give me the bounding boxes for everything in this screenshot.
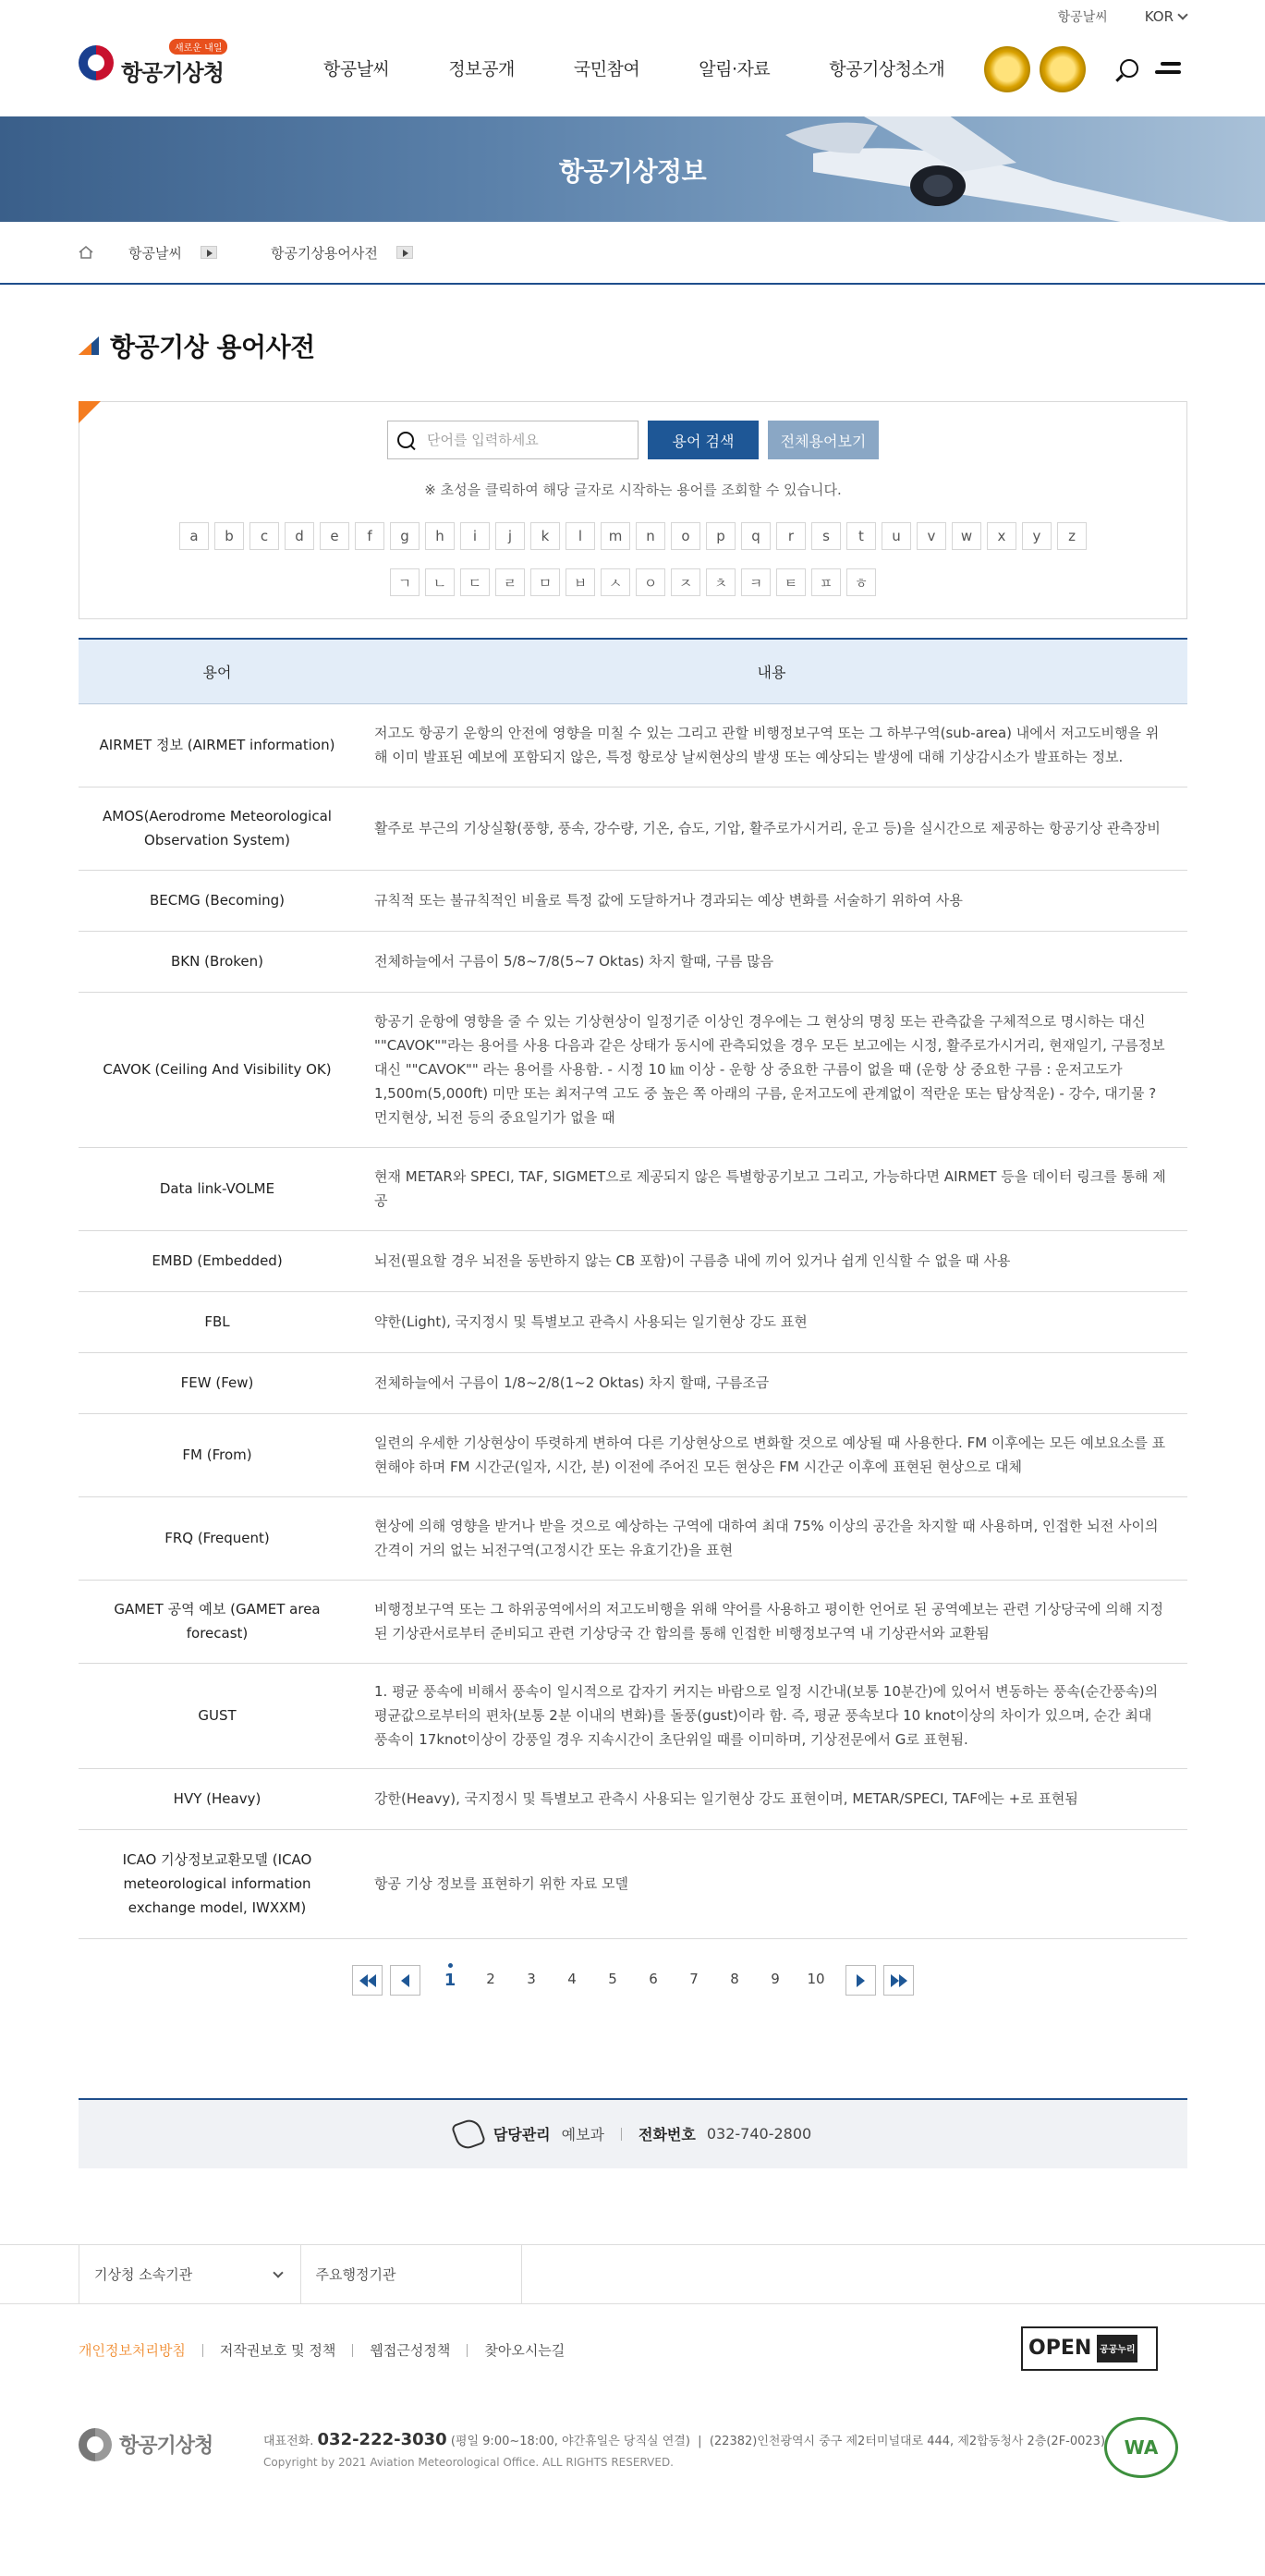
table-row: [79, 1147, 1187, 1230]
divider: [621, 2128, 622, 2141]
footer-logo-name: 항공기상청: [119, 2435, 213, 2458]
content-area: [79, 327, 1187, 2168]
page-number[interactable]: 2: [486, 1971, 495, 1987]
manager-label: 담당관리: [493, 2126, 551, 2143]
breadcrumb-arrow-icon[interactable]: [396, 246, 413, 259]
initial-letter-button[interactable]: o: [671, 522, 700, 550]
page-title: [79, 327, 1187, 364]
first-page-button[interactable]: [352, 1965, 383, 1996]
initial-letter-button[interactable]: h: [425, 522, 455, 550]
certification-badges: [984, 46, 1086, 92]
certification-medal-icon: [984, 46, 1030, 92]
initial-consonant-button[interactable]: ㅅ: [601, 568, 630, 596]
logo-badge: 새로운 내일: [169, 39, 227, 55]
view-all-terms-button[interactable]: 전체용어보기: [768, 421, 879, 459]
initial-consonant-button[interactable]: ㅌ: [776, 568, 806, 596]
initial-letter-button[interactable]: f: [355, 522, 384, 550]
prev-page-button[interactable]: [390, 1965, 420, 1996]
logo-name: 항공기상청: [121, 60, 224, 86]
description-cell: 강한(Heavy), 국지정시 및 특별보고 관측시 사용되는 일기현상 강도 표현이며, METAR/SPECI, TAF에는 +로 표현됨: [356, 1768, 1187, 1829]
initial-consonant-button[interactable]: ㅎ: [846, 568, 876, 596]
divider: [352, 2344, 353, 2357]
pagination: [79, 1965, 1187, 1996]
initial-letter-button[interactable]: t: [846, 522, 876, 550]
breadcrumb-arrow-icon[interactable]: [201, 246, 217, 259]
site-logo[interactable]: [79, 39, 227, 87]
table-row: [79, 1291, 1187, 1352]
privacy-policy-link[interactable]: 개인정보처리방침: [79, 2342, 186, 2359]
initial-letter-button[interactable]: a: [179, 522, 209, 550]
term-cell: AIRMET 정보 (AIRMET information): [79, 703, 356, 787]
description-cell: 뇌전(필요할 경우 뇌전을 동반하지 않는 CB 포함)이 구름층 내에 끼어 있거나 쉽게 인식할 수 없을 때 사용: [356, 1230, 1187, 1291]
double-left-arrow-icon: [359, 1974, 368, 1987]
double-right-arrow-icon: [891, 1974, 899, 1987]
term-cell: HVY (Heavy): [79, 1768, 356, 1829]
table-row: [79, 1580, 1187, 1663]
term-cell: EMBD (Embedded): [79, 1230, 356, 1291]
wa-mark-text: WA: [1124, 2436, 1159, 2459]
page-number[interactable]: 8: [730, 1971, 739, 1987]
initial-consonant-button[interactable]: ㅂ: [566, 568, 595, 596]
copyright-policy-link[interactable]: 저작권보호 및 정책: [219, 2342, 336, 2359]
initial-consonant-button[interactable]: ㄷ: [460, 568, 490, 596]
next-page-button[interactable]: [845, 1965, 876, 1996]
footer-info: 항공기상청 대표전화. 032-222-3030 (평일 9:00~18:00, 야간휴일은 당직실 연결) | (22382)인천광역시 중구 제2터미널대로 444, 제2합동청사 2층(2F-0023) Copyright by 2021 Aviation Meteorological Office. ALL RIGHTS RESERVED. WA: [79, 2417, 1265, 2491]
table-row: [79, 931, 1187, 992]
taegeuk-logo-icon: [79, 2428, 112, 2461]
page-numbers: [430, 1971, 836, 1990]
initial-letter-button[interactable]: u: [882, 522, 911, 550]
initial-consonant-button[interactable]: ㅋ: [741, 568, 771, 596]
description-cell: 현재 METAR와 SPECI, TAF, SIGMET으로 제공되지 않은 특별항공기보고 그리고, 가능하다면 AIRMET 등을 데이터 링크를 통해 제공: [356, 1147, 1187, 1230]
term-cell: Data link-VOLME: [79, 1147, 356, 1230]
divider: [202, 2344, 203, 2357]
initial-letter-button[interactable]: v: [917, 522, 946, 550]
description-cell: 활주로 부근의 기상실황(풍향, 풍속, 강수량, 기온, 습도, 기압, 활주로가시거리, 운고 등)을 실시간으로 제공하는 항공기상 관측장비: [356, 787, 1187, 870]
initial-letter-button[interactable]: i: [460, 522, 490, 550]
search-icon[interactable]: [1120, 59, 1138, 78]
table-row: [79, 992, 1187, 1147]
description-cell: 저고도 항공기 운항의 안전에 영향을 미칠 수 있는 그리고 관할 비행정보구역 또는 그 하부구역(sub-area) 내에서 저고도비행을 위해 이미 발표된 예보에 포함되지 않은, 특정 항로상 날씨현상의 발생 또는 예상되는 발생에 대해 기상감시소가 발표하는 정보.: [356, 703, 1187, 787]
initial-letter-button[interactable]: r: [776, 522, 806, 550]
chevron-down-icon: [273, 2267, 283, 2277]
term-cell: GUST: [79, 1663, 356, 1768]
phone-label: 전화번호: [639, 2126, 696, 2143]
term-cell: ICAO 기상정보교환모델 (ICAO meteorological information exchange model, IWXXM): [79, 1829, 356, 1938]
footer-logo: [79, 2428, 213, 2461]
breadcrumb-item-aviation-weather[interactable]: 항공날씨: [128, 244, 182, 262]
certification-medal-icon: [1040, 46, 1086, 92]
nav-item-information-disclosure[interactable]: 정보공개: [448, 59, 515, 79]
initial-letter-button[interactable]: d: [285, 522, 314, 550]
description-cell: 약한(Light), 국지정시 및 특별보고 관측시 사용되는 일기현상 강도 표현: [356, 1291, 1187, 1352]
page-number[interactable]: 3: [527, 1971, 536, 1987]
nav-item-about[interactable]: 항공기상청소개: [829, 59, 945, 79]
header-icons: [1120, 59, 1181, 78]
site-header: [0, 33, 1265, 116]
initial-letter-button[interactable]: m: [601, 522, 630, 550]
footer-links: [79, 2323, 1265, 2378]
nav-item-aviation-weather[interactable]: 항공날씨: [323, 59, 390, 79]
banner-title: 항공기상정보: [558, 156, 707, 187]
nav-item-public-participation[interactable]: 국민참여: [573, 59, 640, 79]
affiliated-agencies-select[interactable]: [79, 2245, 301, 2304]
page-number-current[interactable]: 1: [430, 1971, 470, 1990]
language-label: KOR: [1144, 8, 1174, 25]
open-badge-sub: 공공누리: [1097, 2335, 1137, 2362]
english-initials: [79, 522, 1186, 550]
page-number[interactable]: 10: [807, 1971, 825, 1987]
office-hours: (평일 9:00~18:00, 야간휴일은 당직실 연결): [450, 2434, 690, 2448]
search-input[interactable]: [427, 432, 612, 448]
menu-icon[interactable]: [1155, 62, 1181, 75]
table-row: [79, 1230, 1187, 1291]
glossary-search-box: [79, 401, 1187, 619]
page-number[interactable]: 9: [771, 1971, 780, 1987]
initial-consonant-button[interactable]: ㅇ: [636, 568, 665, 596]
description-cell: 1. 평균 풍속에 비해서 풍속이 일시적으로 갑자기 커지는 바람으로 일정 시간내(보통 10분간)에 있어서 변동하는 풍속(순간풍속)의 평균값으로부터의 편차(보통 2분 이내의 변화)를 돌풍(gust)이라 함. 즉, 평균 풍속보다 10 knot이상의 차이가 있으며, 순간 최대 풍속이 17knot이상이 강풍일 경우 지속시간이 초단위일 때를 이미하며, 기상전문에서 G로 표현됨.: [356, 1663, 1187, 1768]
admin-agencies-label: 주요행정기관: [315, 2266, 396, 2283]
initial-letter-button[interactable]: e: [320, 522, 349, 550]
initial-letter-button[interactable]: x: [987, 522, 1016, 550]
term-cell: BKN (Broken): [79, 931, 356, 992]
term-cell: FBL: [79, 1291, 356, 1352]
search-icon: [397, 432, 414, 448]
affiliated-agencies-label: 기상청 소속기관: [94, 2266, 193, 2283]
term-cell: BECMG (Becoming): [79, 870, 356, 931]
table-header-row: [79, 639, 1187, 703]
left-arrow-icon: [401, 1974, 409, 1987]
corner-accent: [79, 401, 101, 423]
kogl-open-badge: [1021, 2326, 1158, 2371]
column-header-content: 내용: [356, 639, 1187, 703]
initial-search-hint: ※ 초성을 클릭하여 해당 글자로 시작하는 용어를 조회할 수 있습니다.: [424, 482, 842, 498]
initial-letter-button[interactable]: c: [249, 522, 279, 550]
manager-dept: 예보과: [561, 2126, 605, 2143]
util-link-aviation-weather[interactable]: 항공날씨: [1057, 10, 1108, 25]
initial-letter-button[interactable]: k: [530, 522, 560, 550]
admin-agencies-select[interactable]: [301, 2245, 523, 2304]
description-cell: 현상에 의해 영향을 받거나 받을 것으로 예상하는 구역에 대하여 최대 75% 이상의 공간을 차지할 때 사용하며, 인접한 뇌전 사이의 간격이 거의 없는 뇌전구역(고정시간 또는 유효기간)을 표현: [356, 1496, 1187, 1580]
term-cell: AMOS(Aerodrome Meteorological Observation System): [79, 787, 356, 870]
korean-initials: [79, 568, 1186, 596]
table-row: [79, 1768, 1187, 1829]
description-cell: 항공 기상 정보를 표현하기 위한 자료 모델: [356, 1829, 1187, 1938]
language-selector[interactable]: [1145, 7, 1186, 26]
home-icon[interactable]: [79, 246, 93, 259]
double-left-arrow-icon: [368, 1974, 376, 1987]
initial-consonant-button[interactable]: ㅁ: [530, 568, 560, 596]
address: (22382)인천광역시 중구 제2터미널대로 444, 제2합동청사 2층(2F-0023): [709, 2434, 1106, 2448]
web-accessibility-mark: [1104, 2417, 1178, 2478]
last-page-button[interactable]: [883, 1965, 914, 1996]
page-number[interactable]: 6: [649, 1971, 658, 1987]
initial-letter-button[interactable]: b: [214, 522, 244, 550]
initial-consonant-button[interactable]: ㅊ: [706, 568, 736, 596]
description-cell: 일련의 우세한 기상현상이 뚜렷하게 변하여 다른 기상현상으로 변화할 것으로 예상될 때 사용한다. FM 이후에는 모든 예보요소를 표현해야 하며 FM 시간군(일자, 시간, 분) 이전에 주어진 모든 현상은 FM 시간군 이후에 표현된 현상으로 대체: [356, 1413, 1187, 1496]
phone-icon: [451, 2116, 486, 2151]
table-row: [79, 1663, 1187, 1768]
contact-info-bar: [79, 2098, 1187, 2168]
divider: [467, 2344, 468, 2357]
initial-consonant-button[interactable]: ㅈ: [671, 568, 700, 596]
term-cell: GAMET 공역 예보 (GAMET area forecast): [79, 1580, 356, 1663]
breadcrumb: [0, 222, 1265, 285]
open-badge-text: OPEN: [1028, 2337, 1092, 2360]
initial-consonant-button[interactable]: ㄹ: [495, 568, 525, 596]
chevron-down-icon: [1177, 9, 1187, 19]
description-cell: 전체하늘에서 구름이 1/8~2/8(1~2 Oktas) 차지 할때, 구름조금: [356, 1352, 1187, 1413]
double-right-arrow-icon: [899, 1974, 907, 1987]
page-number[interactable]: 5: [608, 1971, 617, 1987]
initial-letter-button[interactable]: j: [495, 522, 525, 550]
nav-item-notices-data[interactable]: 알림·자료: [699, 59, 771, 79]
copyright: Copyright by 2021 Aviation Meteorological Office. ALL RIGHTS RESERVED.: [263, 2455, 674, 2469]
description-cell: 비행정보구역 또는 그 하위공역에서의 저고도비행을 위해 약어를 사용하고 평이한 언어로 된 공역예보는 관련 기상당국에 의해 지정된 기상관서로부터 준비되고 관련 기상당국 간 합의를 통해 인접한 비행정보구역 내 기상관서와 교환됨: [356, 1580, 1187, 1663]
table-row: [79, 870, 1187, 931]
term-cell: FEW (Few): [79, 1352, 356, 1413]
page-number[interactable]: 7: [689, 1971, 699, 1987]
top-utility-bar: [0, 0, 1265, 33]
initial-letter-button[interactable]: s: [811, 522, 841, 550]
breadcrumb-item-glossary[interactable]: 항공기상용어사전: [270, 244, 378, 262]
initial-letter-button[interactable]: z: [1057, 522, 1087, 550]
initial-letter-button[interactable]: p: [706, 522, 736, 550]
table-row: [79, 1829, 1187, 1938]
initial-letter-button[interactable]: q: [741, 522, 771, 550]
column-header-term: 용어: [79, 639, 356, 703]
description-cell: 규칙적 또는 불규칙적인 비율로 특정 값에 도달하거나 경과되는 예상 변화를 서술하기 위하여 사용: [356, 870, 1187, 931]
initial-letter-button[interactable]: w: [952, 522, 981, 550]
tel-label: 대표전화.: [263, 2434, 314, 2448]
page-number[interactable]: 4: [567, 1971, 577, 1987]
table-row: [79, 703, 1187, 787]
table-row: [79, 1413, 1187, 1496]
accessibility-policy-link[interactable]: 웹접근성정책: [370, 2342, 451, 2359]
description-cell: 전체하늘에서 구름이 5/8~7/8(5~7 Oktas) 차지 할때, 구름 많음: [356, 931, 1187, 992]
table-row: [79, 1496, 1187, 1580]
title-mark-icon: [79, 336, 99, 355]
glossary-table-body: [79, 703, 1187, 1938]
initial-consonant-button[interactable]: ㄱ: [390, 568, 420, 596]
sub-banner: [0, 116, 1265, 222]
term-cell: CAVOK (Ceiling And Visibility OK): [79, 992, 356, 1147]
initial-letter-button[interactable]: y: [1022, 522, 1052, 550]
glossary-table: [79, 638, 1187, 1939]
initial-letter-button[interactable]: l: [566, 522, 595, 550]
initial-consonant-button[interactable]: ㅍ: [811, 568, 841, 596]
description-cell: 항공기 운항에 영향을 줄 수 있는 기상현상이 일정기준 이상인 경우에는 그 현상의 명칭 또는 관측값을 구체적으로 명시하는 대신 ""CAVOK""라는 용어를 사용 다음과 같은 상태가 동시에 관측되었을 경우 모든 보고에는 시정, 활주로가시거리, 현재일기, 구름정보 대신 ""CAVOK"" 라는 용어를 사용함. - 시정 10 ㎞ 이상 - 운항 상 중요한 구름이 없을 때 (운항 상 중요한 구름 : 운저고도가 1,500m(5,000ft) 미만 또는 최저구역 고도 중 높은 쪽 아래의 구름, 운저고도에 관계없이 적란운 또는 탑상적운) - 강수, 대기물 ? 먼지현상, 뇌전 등의 중요일기가 없을 때: [356, 992, 1187, 1147]
term-search-button[interactable]: 용어 검색: [648, 421, 759, 459]
term-cell: FM (From): [79, 1413, 356, 1496]
initial-letter-button[interactable]: g: [390, 522, 420, 550]
term-cell: FRQ (Frequent): [79, 1496, 356, 1580]
main-navigation: [323, 55, 1003, 80]
taegeuk-logo-icon: [79, 45, 114, 80]
search-field: [387, 421, 639, 459]
initial-consonant-button[interactable]: ㄴ: [425, 568, 455, 596]
site-footer: [0, 2244, 1265, 2491]
table-row: [79, 1352, 1187, 1413]
phone-number: 032-740-2800: [706, 2125, 812, 2143]
directions-link[interactable]: 찾아오시는길: [484, 2342, 566, 2359]
right-arrow-icon: [857, 1974, 865, 1987]
tel-number: 032-222-3030: [317, 2429, 447, 2449]
table-row: [79, 787, 1187, 870]
initial-letter-button[interactable]: n: [636, 522, 665, 550]
page-title-text: 항공기상 용어사전: [110, 332, 315, 362]
